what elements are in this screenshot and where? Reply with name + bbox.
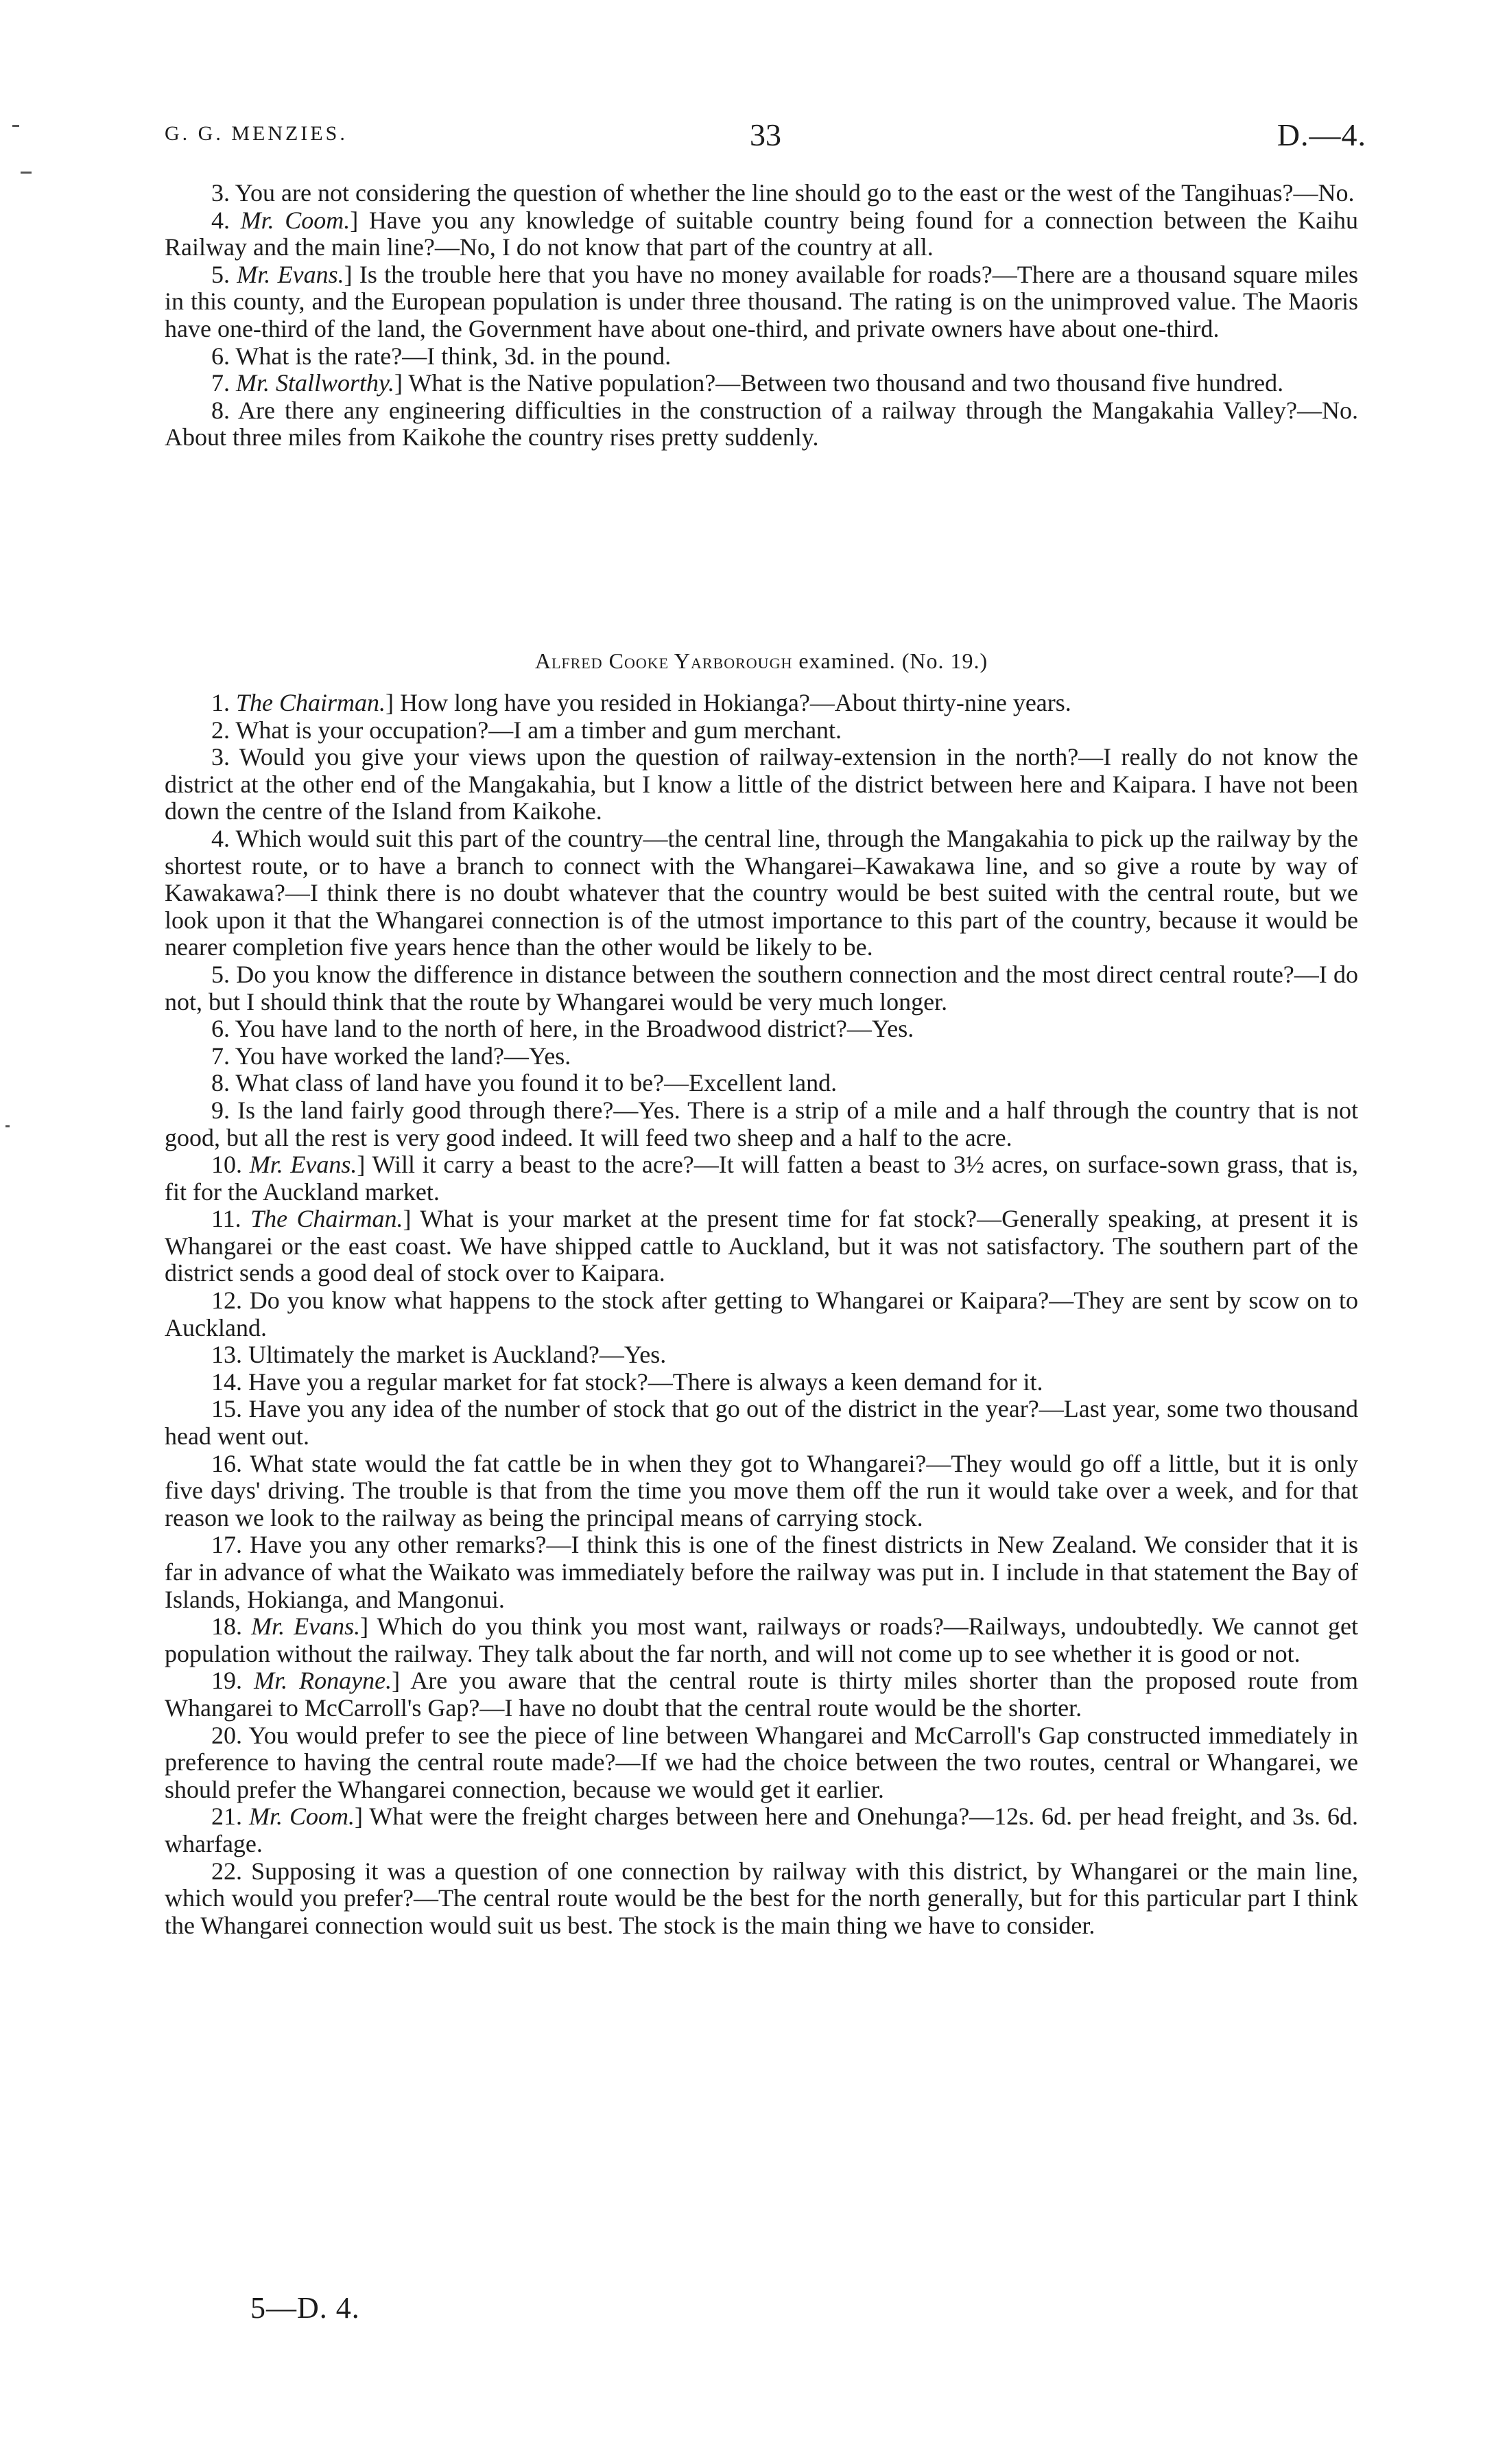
margin-mark [5, 1125, 10, 1127]
question-paragraph: 14. Have you a regular market for fat stock?—There is always a keen demand for it. [211, 1368, 1043, 1396]
question-paragraph: 13. Ultimately the market is Auckland?—Yes. [211, 1341, 667, 1369]
margin-mark [12, 125, 19, 127]
question-paragraph: 12. Do you know what happens to the stock after getting to Whangarei or Kaipara?—They are sent by scow on to Auckland. [165, 1287, 1358, 1341]
evidence-section-2 [165, 690, 1358, 1939]
question-paragraph: 5. Do you know the difference in distance between the southern connection and the most direct central route?—I do not, but I should think that the route by Whangarei would be very much longer. [165, 960, 1358, 1016]
witness-heading-rest: examined. (No. 19.) [798, 648, 988, 673]
question-paragraph: 10. Mr. Evans.] Will it carry a beast to the acre?—It will fatten a beast to 3½ acres, on surface-sown grass, that is, fit for the Auckland market. [165, 1151, 1359, 1206]
witness-heading [165, 648, 1358, 674]
question-paragraph: 11. The Chairman.] What is your market at the present time for fat stock?—Generally speaking, at present it is Whangarei or the east coast. We have shipped cattle to Auckland, but it was not satisfactory. The southern part of the district sends a good deal of stock over to Kaipara. [165, 1205, 1358, 1287]
question-paragraph: 4. Mr. Coom.] Have you any knowledge of suitable country being found for a connection between the Kaihu Railway and the main line?—No, I do not know that part of the country at all. [165, 206, 1359, 261]
question-paragraph: 6. You have land to the north of here, in the Broadwood district?—Yes. [211, 1015, 914, 1043]
margin-mark [21, 172, 32, 174]
page-number: 33 [750, 117, 781, 152]
question-paragraph: 8. What class of land have you found it to be?—Excellent land. [211, 1069, 838, 1097]
question-paragraph: 19. Mr. Ronayne.] Are you aware that the central route is thirty miles shorter than the proposed route from Whangarei to McCarroll's Gap?—I have no doubt that the central route would be the shorter. [165, 1667, 1359, 1722]
question-paragraph: 17. Have you any other remarks?—I think this is one of the finest districts in New Zealand. We consider that it is far in advance of what the Waikato was immediately before the railway was put in. I include in that statement the Bay of Islands, Hokianga, and Mangonui. [165, 1531, 1358, 1613]
signature-mark: 5—D. 4. [250, 2291, 360, 2325]
question-paragraph: 4. Which would suit this part of the country—the central line, through the Mangakahia to pick up the railway by the shortest route, or to have a branch to connect with the Whangarei–Kawakawa line, and so give a route by way of Kawakawa?—I think there is no doubt whatever that the country would be best suited with the central route, but we look upon it that the Whangarei connection is of the utmost importance to this part of the country, because it would be nearer completion five years hence than the other would be likely to be. [165, 824, 1358, 961]
witness-name: Alfred Cooke Yarborough [534, 648, 793, 673]
evidence-section-1 [165, 180, 1358, 451]
question-paragraph: 6. What is the rate?—I think, 3d. in the pound. [211, 342, 672, 370]
question-paragraph: 2. What is your occupation?—I am a timber and gum merchant. [211, 716, 842, 744]
question-paragraph: 21. Mr. Coom.] What were the freight charges between here and Onehunga?—12s. 6d. per head freight, and 3s. 6d. wharfage. [165, 1803, 1358, 1857]
question-paragraph: 9. Is the land fairly good through there?—Yes. There is a strip of a mile and a half through the country that is not good, but all the rest is very good indeed. It will feed two sheep and a half to the acre. [165, 1096, 1358, 1151]
question-paragraph: 7. Mr. Stallworthy.] What is the Native population?—Between two thousand and two thousand five hundred. [211, 369, 1284, 397]
question-paragraph: 18. Mr. Evans.] Which do you think you most want, railways or roads?—Railways, undoubtedly. We cannot get population without the railway. They talk about the far north, and will not come up to see whether it is good or not. [165, 1612, 1359, 1667]
question-paragraph: 7. You have worked the land?—Yes. [211, 1042, 571, 1070]
question-paragraph: 3. You are not considering the question of whether the line should go to the east or the west of the Tangihuas?—No. [211, 179, 1355, 207]
question-paragraph: 20. You would prefer to see the piece of line between Whangarei and McCarroll's Gap constructed immediately in preference to having the central route made?—If we had the choice between the two routes, central or Whangarei, we should prefer the Whangarei connection, because we would get it earlier. [165, 1721, 1358, 1803]
question-paragraph: 15. Have you any idea of the number of stock that go out of the district in the year?—Last year, some two thousand head went out. [165, 1395, 1358, 1451]
question-paragraph: 3. Would you give your views upon the question of railway-extension in the north?—I really do not know the district at the other end of the Mangakahia, but I know a little of the district between here and Kaipara. I have not been down the centre of the Island from Kaikohe. [165, 743, 1358, 825]
header-witness-name: G. G. MENZIES. [165, 122, 348, 145]
question-paragraph: 22. Supposing it was a question of one connection by railway with this district, by Whangarei or the main line, which would you prefer?—The central route would be the best for the north generally, but for this particular part I think the Whangarei connection would suit us best. The stock is the main thing we have to consider. [165, 1857, 1358, 1939]
question-paragraph: 1. The Chairman.] How long have you resided in Hokianga?—About thirty-nine years. [211, 689, 1071, 716]
page-header [165, 117, 1366, 151]
question-paragraph: 8. Are there any engineering difficulties in the construction of a railway through the Mangakahia Valley?—No. About three miles from Kaikohe the country rises pretty suddenly. [165, 396, 1358, 451]
document-code: D.—4. [1277, 117, 1366, 152]
question-paragraph: 5. Mr. Evans.] Is the trouble here that you have no money available for roads?—There are a thousand square miles in this county, and the European population is under three thousand. The rating is on the unimproved value. The Maoris have one-third of the land, the Government have about one-third, and private owners have about one-third. [165, 260, 1358, 342]
question-paragraph: 16. What state would the fat cattle be in when they got to Whangarei?—They would go off a little, but it is only five days' driving. The trouble is that from the time you move them off the run it would take over a week, and for that reason we look to the railway as being the principal means of carrying stock. [165, 1449, 1358, 1532]
